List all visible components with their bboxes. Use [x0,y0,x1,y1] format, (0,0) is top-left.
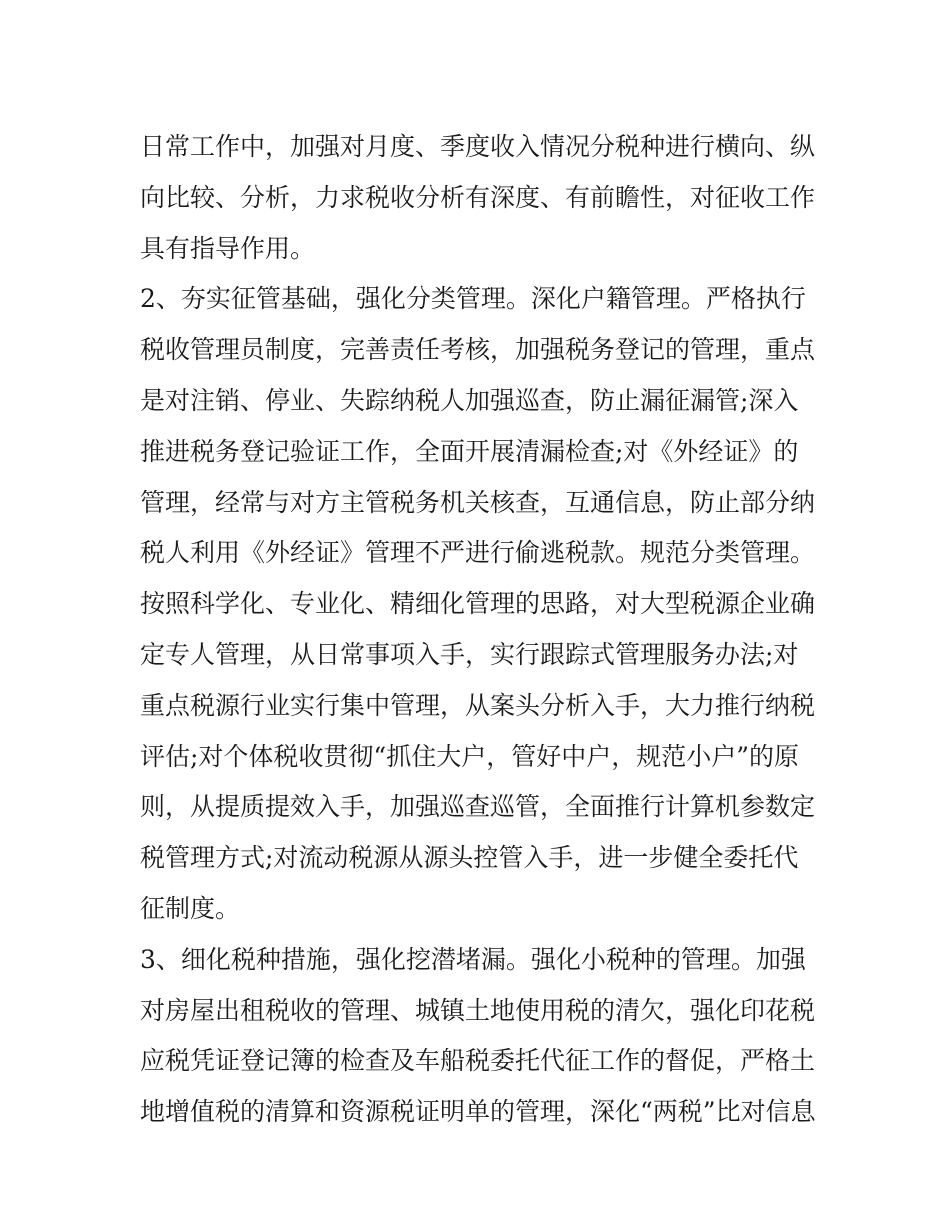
text-line: 评估;对个体税收贯彻“抓住大户，管好中户，规范小户”的原 [140,741,799,771]
text-line: 则，从提质提效入手，加强巡查巡管，全面推行计算机参数定 [140,792,816,822]
text-line: 税收管理员制度，完善责任考核，加强税务登记的管理，重点 [140,335,816,365]
text-line: 是对注销、停业、失踪纳税人加强巡查，防止漏征漏管;深入 [140,385,799,415]
text-line: 税管理方式;对流动税源从源头控管入手，进一步健全委托代 [140,843,799,873]
text-line: 2、夯实征管基础，强化分类管理。深化户籍管理。严格执行 [140,284,806,314]
text-line: 征制度。 [140,893,241,923]
text-line: 地增值税的清算和资源税证明单的管理，深化“两税”比对信息 [140,1097,816,1127]
text-line: 推进税务登记验证工作，全面开展清漏检查;对《外经证》的 [140,436,799,466]
text-line: 向比较、分析，力求税收分析有深度、有前瞻性，对征收工作 [140,182,816,212]
document-body [140,122,820,1138]
text-line: 具有指导作用。 [140,233,316,263]
text-line: 定专人管理，从日常事项入手，实行跟踪式管理服务办法;对 [140,639,799,669]
text-line: 3、细化税种措施，强化挖潜堵漏。强化小税种的管理。加强 [140,944,806,974]
text-line: 税人利用《外经证》管理不严进行偷逃税款。规范分类管理。 [140,538,816,568]
text-line: 管理，经常与对方主管税务机关核查，互通信息，防止部分纳 [140,487,816,517]
text-line: 应税凭证登记簿的检查及车船税委托代征工作的督促，严格土 [140,1046,816,1076]
text-line: 按照科学化、专业化、精细化管理的思路，对大型税源企业确 [140,589,816,619]
text-line: 对房屋出租税收的管理、城镇土地使用税的清欠，强化印花税 [140,995,816,1025]
text-line: 重点税源行业实行集中管理，从案头分析入手，大力推行纳税 [140,690,816,720]
text-line: 日常工作中，加强对月度、季度收入情况分税种进行横向、纵 [140,132,816,161]
